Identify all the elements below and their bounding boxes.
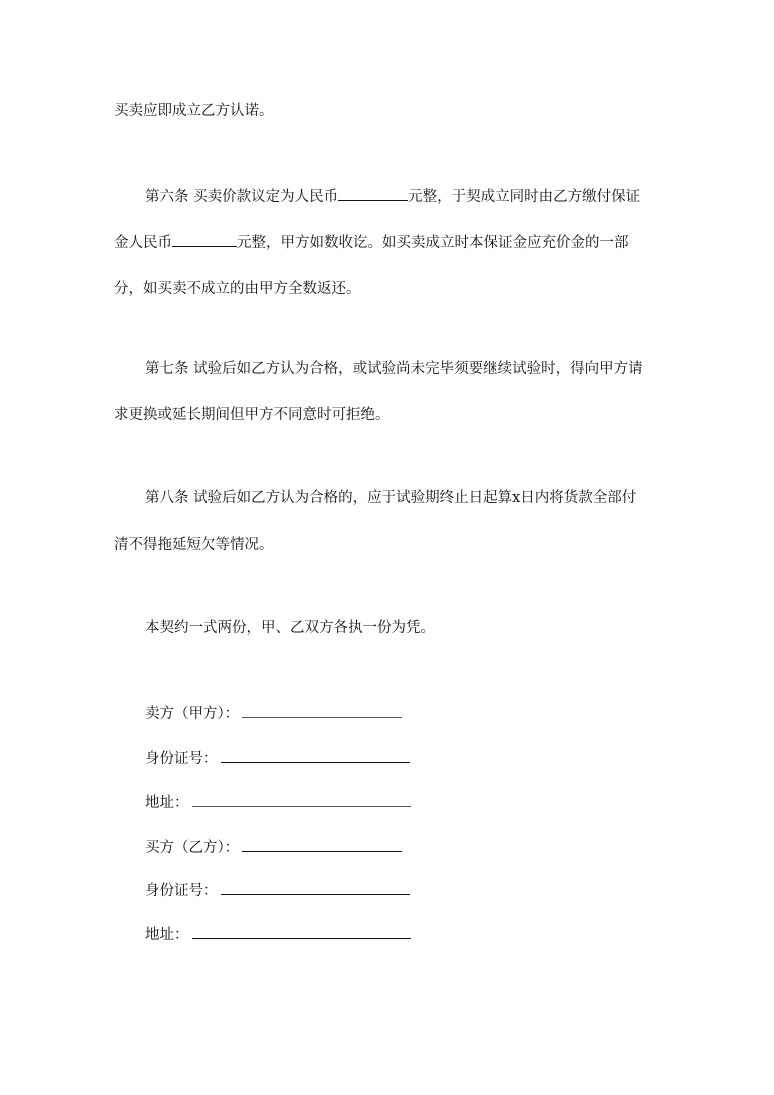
seller-address-label: 地址： bbox=[145, 795, 189, 811]
seller-id-label: 身份证号： bbox=[145, 751, 218, 767]
seller-name-field[interactable] bbox=[242, 705, 402, 718]
price-blank[interactable] bbox=[338, 188, 408, 201]
buyer-row bbox=[145, 838, 402, 858]
seller-address-row bbox=[145, 793, 411, 813]
article-6-line-2 bbox=[114, 233, 629, 253]
article-6-text: 金人民币 bbox=[114, 235, 172, 251]
buyer-id-row bbox=[145, 881, 410, 901]
paragraph-continuation bbox=[114, 101, 274, 121]
buyer-id-field[interactable] bbox=[221, 882, 410, 895]
deposit-blank[interactable] bbox=[172, 234, 237, 247]
buyer-id-label: 身份证号： bbox=[145, 883, 218, 899]
copies-clause bbox=[145, 618, 435, 638]
seller-address-field[interactable] bbox=[192, 794, 411, 807]
article-6-text: 第六条 买卖价款议定为人民币 bbox=[145, 189, 339, 205]
buyer-address-field[interactable] bbox=[192, 926, 411, 939]
seller-id-row bbox=[145, 749, 410, 769]
paragraph-text: 买卖应即成立乙方认诺。 bbox=[114, 103, 274, 119]
article-6-text: 分，如买卖不成立的由甲方全数返还。 bbox=[114, 281, 361, 297]
article-8-line-1 bbox=[145, 488, 636, 508]
article-7-text: 求更换或延长期间但甲方不同意时可拒绝。 bbox=[114, 407, 390, 423]
copies-clause-text: 本契约一式两份，甲、乙双方各执一份为凭。 bbox=[145, 620, 435, 636]
article-6-line-1 bbox=[145, 187, 640, 207]
article-6-text: 元整，于契成立同时由乙方缴付保证 bbox=[408, 189, 641, 205]
article-7-line-1 bbox=[145, 359, 643, 379]
article-7-line-2 bbox=[114, 405, 390, 425]
article-8-text: 清不得拖延短欠等情况。 bbox=[114, 537, 274, 553]
article-6-line-3 bbox=[114, 279, 361, 299]
article-6-text: 元整，甲方如数收讫。如买卖成立时本保证金应充价金的一部 bbox=[237, 235, 629, 251]
seller-id-field[interactable] bbox=[221, 750, 410, 763]
buyer-address-label: 地址： bbox=[145, 927, 189, 943]
article-8-line-2 bbox=[114, 535, 274, 555]
article-7-text: 第七条 试验后如乙方认为合格，或试验尚未完毕须要继续试验时，得向甲方请 bbox=[145, 361, 643, 377]
buyer-label: 买方（乙方）： bbox=[145, 840, 240, 856]
buyer-name-field[interactable] bbox=[242, 839, 402, 852]
seller-label: 卖方（甲方）： bbox=[145, 706, 240, 722]
article-8-text: 第八条 试验后如乙方认为合格的，应于试验期终止日起算x日内将货款全部付 bbox=[145, 490, 637, 506]
seller-row bbox=[145, 704, 402, 724]
buyer-address-row bbox=[145, 925, 411, 945]
